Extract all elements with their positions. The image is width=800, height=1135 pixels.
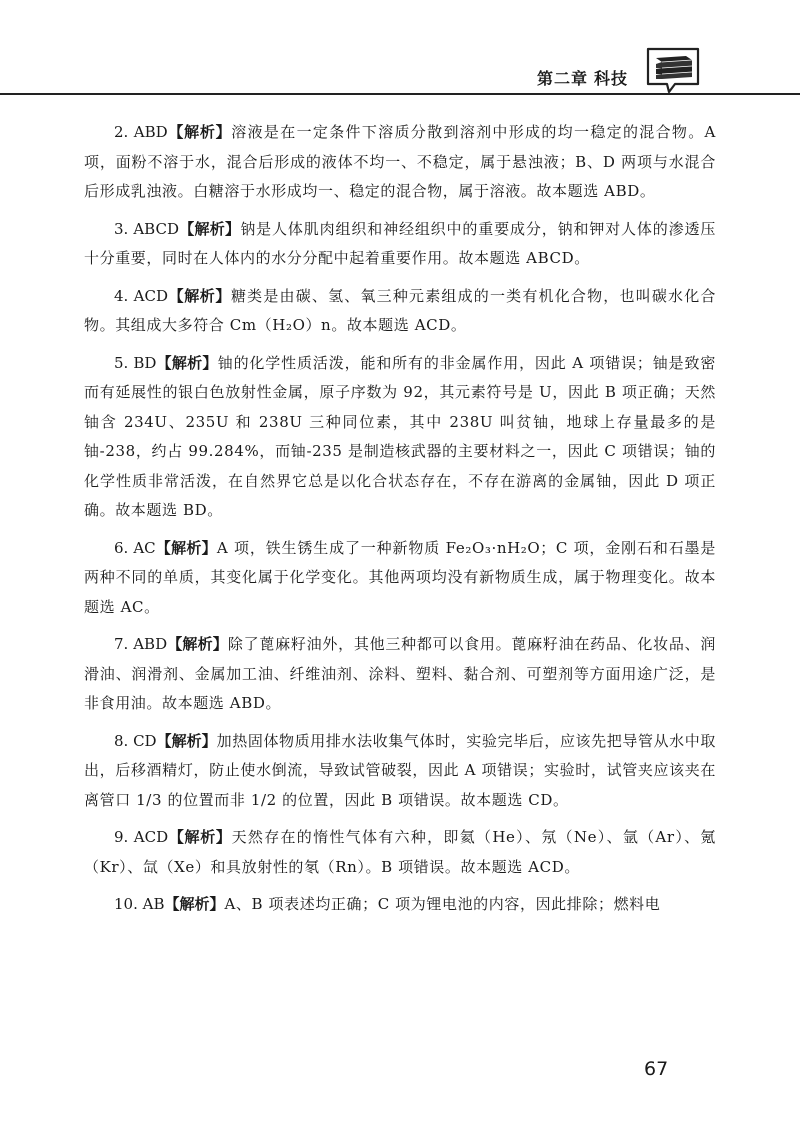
answer-text: 糖类是由碳、氢、氧三种元素组成的一类有机化合物，也叫碳水化合物。其组成大多符合 Cm（H₂O）n。故本题选 ACD。 — [84, 286, 716, 334]
answer-number: 3. ABCD — [114, 219, 179, 238]
answer-text: 铀的化学性质活泼，能和所有的非金属作用，因此 A 项错误；铀是致密而有延展性的银白色放射性金属，原子序数为 92，其元素符号是 U，因此 B 项正确；天然铀含 234U、235U 和 238U 三种同位素，其中 238U 叫贫铀，地球上存量最多的是铀-238，约占 99.284%，而铀-235 是制造核武器的主要材料之一，因此 C 项错误；铀的化学性质非常活泼，在自然界它总是以化合状态存在，不存在游离的金属铀，因此 D 项正确。故本题选 BD。 — [84, 353, 716, 519]
answer-item — [84, 823, 716, 882]
answer-item — [84, 349, 716, 526]
answer-text: 天然存在的惰性气体有六种，即氦（He）、氖（Ne）、氩（Ar）、氪（Kr）、氙（Xe）和具放射性的氡（Rn）。B 项错误。故本题选 ACD。 — [84, 828, 717, 876]
analysis-label: 【解析】 — [156, 353, 218, 372]
analysis-label: 【解析】 — [156, 731, 217, 750]
answer-item — [84, 215, 716, 274]
answer-text: 钠是人体肌肉组织和神经组织中的重要成分，钠和钾对人体的渗透压十分重要，同时在人体内的水分分配中起着重要作用。故本题选 ABCD。 — [84, 219, 716, 267]
chapter-title — [531, 66, 628, 89]
analysis-label: 【解析】 — [167, 123, 232, 141]
page-header — [0, 0, 800, 100]
answer-number: 9. ACD — [114, 828, 169, 846]
header-rule — [0, 93, 800, 95]
answer-number: 10. AB — [114, 895, 165, 913]
analysis-label: 【解析】 — [167, 635, 228, 653]
answer-number: 8. CD — [114, 731, 157, 750]
answer-item — [84, 630, 716, 719]
analysis-label: 【解析】 — [168, 828, 232, 846]
analysis-label: 【解析】 — [168, 286, 231, 305]
answer-number: 2. ABD — [114, 123, 168, 141]
book-icon — [645, 46, 701, 94]
answer-item — [84, 534, 716, 623]
answer-item — [84, 282, 716, 341]
page-number: 67 — [644, 1058, 669, 1080]
answer-text: 溶液是在一定条件下溶质分散到溶剂中形成的均一稳定的混合物。A 项，面粉不溶于水，混合后形成的液体不均一、不稳定，属于悬浊液；B、D 两项与水混合后形成乳浊液。白糖溶于水形成均一、稳定的混合物，属于溶液。故本题选 ABD。 — [84, 123, 716, 200]
answer-number: 5. BD — [114, 353, 157, 372]
answer-item — [84, 890, 716, 920]
analysis-label: 【解析】 — [178, 219, 241, 238]
answer-text: A 项，铁生锈生成了一种新物质 Fe₂O₃·nH₂O；C 项，金刚石和石墨是两种不同的单质，其变化属于化学变化。其他两项均没有新物质生成，属于物理变化。故本题选 AC。 — [84, 538, 716, 616]
answer-number: 6. AC — [114, 538, 156, 557]
chapter-section: 科技 — [593, 69, 628, 88]
answer-number: 4. ACD — [114, 286, 169, 305]
chapter-number: 第二章 — [536, 69, 588, 88]
answer-text: A、B 项表述均正确；C 项为锂电池的内容，因此排除；燃料电 — [224, 895, 661, 913]
answer-list — [84, 118, 716, 928]
answer-number: 7. ABD — [114, 635, 168, 653]
analysis-label: 【解析】 — [155, 538, 217, 557]
answer-text: 除了蓖麻籽油外，其他三种都可以食用。蓖麻籽油在药品、化妆品、润滑油、润滑剂、金属加工油、纤维油剂、涂料、塑料、黏合剂、可塑剂等方面用途广泛，是非食用油。故本题选 ABD。 — [84, 635, 716, 712]
analysis-label: 【解析】 — [164, 895, 225, 913]
answer-item — [84, 727, 716, 816]
answer-text: 加热固体物质用排水法收集气体时，实验完毕后，应该先把导管从水中取出，后移酒精灯，防止使水倒流，导致试管破裂，因此 A 项错误；实验时，试管夹应该夹在离管口 1/3 的位置而非 1/2 的位置，因此 B 项错误。故本题选 CD。 — [84, 731, 716, 809]
answer-item — [84, 118, 716, 207]
